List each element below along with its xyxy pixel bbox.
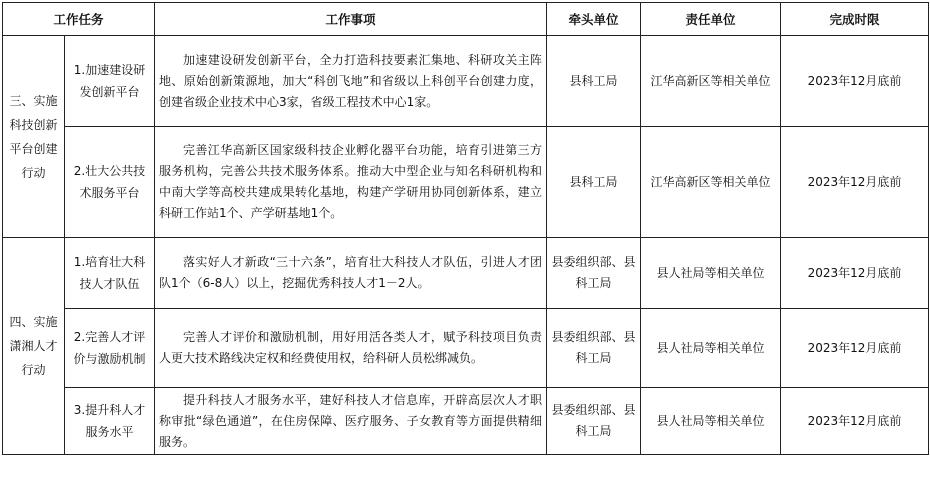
header-deadline: 完成时限 (781, 3, 929, 36)
content-text: 加速建设研发创新平台，全力打造科技要素汇集地、科研攻关主阵地、原始创新策源地，加大“科创飞地”和省级以上科创平台创建力度，创建省级企业技术中心3家，省级工程技术中心1家。 (159, 52, 543, 109)
lead-cell: 县委组织部、县科工局 (547, 309, 641, 388)
subtask-cell: 3.提升科人才服务水平 (65, 388, 155, 455)
content-cell (155, 388, 547, 455)
work-plan-table (2, 2, 929, 455)
group-title: 三、实施科技创新平台创建行动 (3, 36, 65, 238)
table-row (3, 238, 929, 309)
content-text: 完善江华高新区国家级科技企业孵化器平台功能，培育引进第三方服务机构，完善公共技术服务体系。推动大中型企业与知名科研机构和中南大学等高校共建成果转化基地，构建产学研用协同创新体系，建立科研工作站1个、产学研基地1个。 (159, 143, 543, 220)
content-cell (155, 238, 547, 309)
header-task: 工作任务 (3, 3, 155, 36)
content-text: 落实好人才新政“三十六条”，培育壮大科技人才队伍，引进人才团队1个（6-8人）以上，挖掘优秀科技人才1－2人。 (159, 255, 543, 290)
subtask-cell: 1.加速建设研发创新平台 (65, 36, 155, 127)
responsible-cell: 县人社局等相关单位 (641, 309, 781, 388)
responsible-cell: 江华高新区等相关单位 (641, 127, 781, 238)
group-title: 四、实施潇湘人才行动 (3, 238, 65, 455)
deadline-cell: 2023年12月底前 (781, 127, 929, 238)
responsible-cell: 县人社局等相关单位 (641, 388, 781, 455)
table-row (3, 309, 929, 388)
deadline-cell: 2023年12月底前 (781, 388, 929, 455)
lead-cell: 县科工局 (547, 36, 641, 127)
header-responsible: 责任单位 (641, 3, 781, 36)
header-row (3, 3, 929, 36)
table-row (3, 36, 929, 127)
content-cell (155, 36, 547, 127)
subtask-cell: 2.完善人才评价与激励机制 (65, 309, 155, 388)
lead-cell: 县委组织部、县科工局 (547, 388, 641, 455)
table-row (3, 388, 929, 455)
content-text: 提升科技人才服务水平，建好科技人才信息库，开辟高层次人才职称审批“绿色通道”，在住房保障、医疗服务、子女教育等方面提供精细服务。 (159, 392, 543, 449)
deadline-cell: 2023年12月底前 (781, 309, 929, 388)
lead-cell: 县委组织部、县科工局 (547, 238, 641, 309)
deadline-cell: 2023年12月底前 (781, 238, 929, 309)
deadline-cell: 2023年12月底前 (781, 36, 929, 127)
header-lead: 牵头单位 (547, 3, 641, 36)
responsible-cell: 江华高新区等相关单位 (641, 36, 781, 127)
content-cell (155, 127, 547, 238)
header-item: 工作事项 (155, 3, 547, 36)
subtask-cell: 2.壮大公共技术服务平台 (65, 127, 155, 238)
content-text: 完善人才评价和激励机制，用好用活各类人才，赋予科技项目负责人更大技术路线决定权和经费使用权，给科研人员松绑减负。 (159, 330, 543, 365)
responsible-cell: 县人社局等相关单位 (641, 238, 781, 309)
content-cell (155, 309, 547, 388)
table-row (3, 127, 929, 238)
lead-cell: 县科工局 (547, 127, 641, 238)
subtask-cell: 1.培育壮大科技人才队伍 (65, 238, 155, 309)
